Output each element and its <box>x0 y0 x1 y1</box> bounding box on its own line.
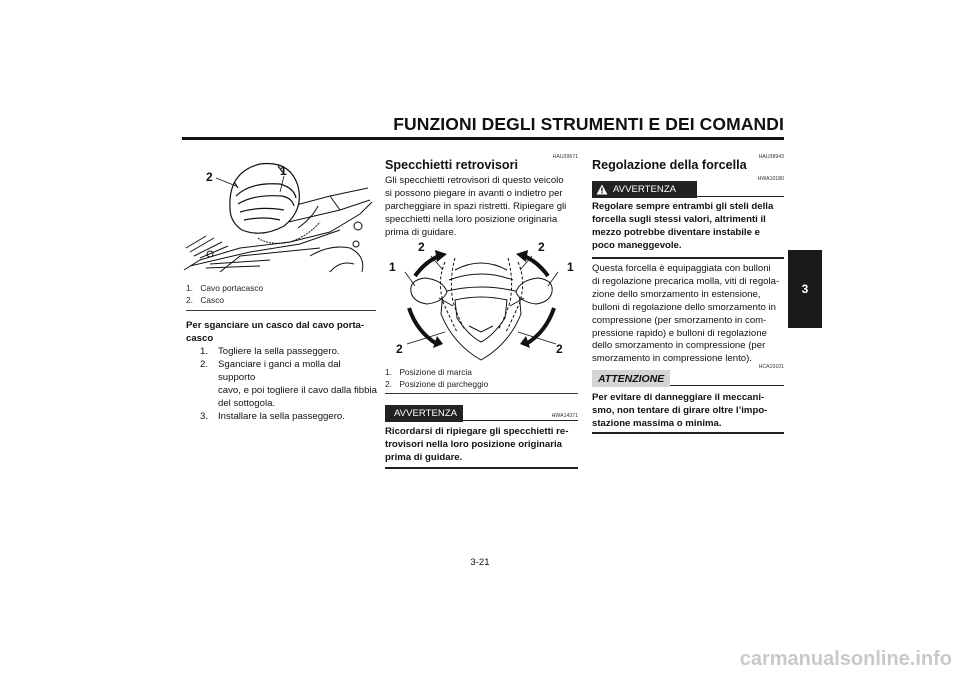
page-number: 3-21 <box>470 557 490 568</box>
list-item: 1. Togliere la sella passeggero. <box>200 346 340 357</box>
figure-label-helmet: 2 <box>206 170 213 184</box>
caption-item: 1. Posizione di marcia <box>385 367 472 377</box>
warning-badge: AVVERTENZA <box>592 181 697 198</box>
caption-item: 2. Posizione di parcheggio <box>385 379 489 389</box>
section-title-mirrors: Specchietti retrovisori <box>385 158 518 172</box>
warning-triangle-icon <box>596 184 608 195</box>
procedure-heading: Per sganciare un casco dal cavo porta- casco <box>186 320 365 344</box>
warning-code: HWA14371 <box>551 413 578 419</box>
header-rule <box>182 137 784 140</box>
warning-end-rule <box>592 257 784 259</box>
mirrors-body: Gli specchietti retrovisori di questo veicolo si possono piegare in avanti o indietro per parcheggiare in spazi ristretti. Ripiegare gli specchietti nella loro posizione originaria prima di guidare. <box>385 175 567 238</box>
figure-label-parking-top-left: 2 <box>418 240 425 254</box>
caption-rule <box>385 393 578 394</box>
figure-label-driving-right: 1 <box>567 260 574 274</box>
figure-label-parking-bottom-left: 2 <box>396 342 403 356</box>
section-code: HAU39671 <box>552 154 578 160</box>
warning-rule <box>463 420 578 421</box>
figure-caption-list <box>186 282 376 306</box>
warning-rule <box>697 196 784 197</box>
fork-body: Questa forcella è equipaggiata con bulloni di regolazione precarica molla, viti di regola- zione dello smorzamento in estensione, bulloni di regolazione dello smorzamento in compressione (per smorzamento in com- pressione rapido) e bulloni di regolazione dello smorzamento in compressione (per smorzamento in compressione lento). <box>592 263 780 365</box>
chapter-tab: 3 <box>788 250 822 328</box>
warning-end-rule <box>385 467 578 469</box>
figure-label-parking-top-right: 2 <box>538 240 545 254</box>
caution-rule <box>670 385 784 386</box>
warning-badge: AVVERTENZA <box>385 405 463 422</box>
caution-badge: ATTENZIONE <box>592 370 670 387</box>
figure-label-cable: 1 <box>280 164 287 178</box>
section-title-fork: Regolazione della forcella <box>592 158 747 172</box>
mirrors-illustration <box>385 240 578 364</box>
fork-warning-text: Regolare sempre entrambi gli steli della forcella sugli stessi valori, altrimenti il mezzo potrebbe diventare instabile e poco maneggevole. <box>592 201 774 251</box>
page-header-title: FUNZIONI DEGLI STRUMENTI E DEI COMANDI <box>393 114 784 134</box>
caption-item: 1. Cavo portacasco <box>186 283 264 293</box>
caption-item: 2. Casco <box>186 295 225 305</box>
mirrors-warning-text: Ricordarsi di ripiegare gli specchietti re- trovisori nella loro posizione originaria prima di guidare. <box>385 426 569 463</box>
watermark: carmanualsonline.info <box>739 648 952 670</box>
caution-end-rule <box>592 432 784 434</box>
procedure-steps <box>186 346 378 423</box>
fork-caution-text: Per evitare di danneggiare il meccani- smo, non tentare di girare oltre l’impo- stazione massima o minima. <box>592 392 768 429</box>
figure-label-driving-left: 1 <box>389 260 396 274</box>
section-code: HAU38943 <box>758 154 784 160</box>
warning-code: HWA10180 <box>757 176 784 182</box>
figure-label-parking-bottom-right: 2 <box>556 342 563 356</box>
list-item: 2. Sganciare i ganci a molla dal supporto cavo, e poi togliere il cavo dalla fibbia del sottogola. <box>200 358 377 409</box>
figure-caption-list <box>385 366 578 390</box>
list-item: 3. Installare la sella passeggero. <box>200 410 345 422</box>
caption-rule <box>186 310 376 311</box>
caution-code: HCA10101 <box>758 364 784 370</box>
